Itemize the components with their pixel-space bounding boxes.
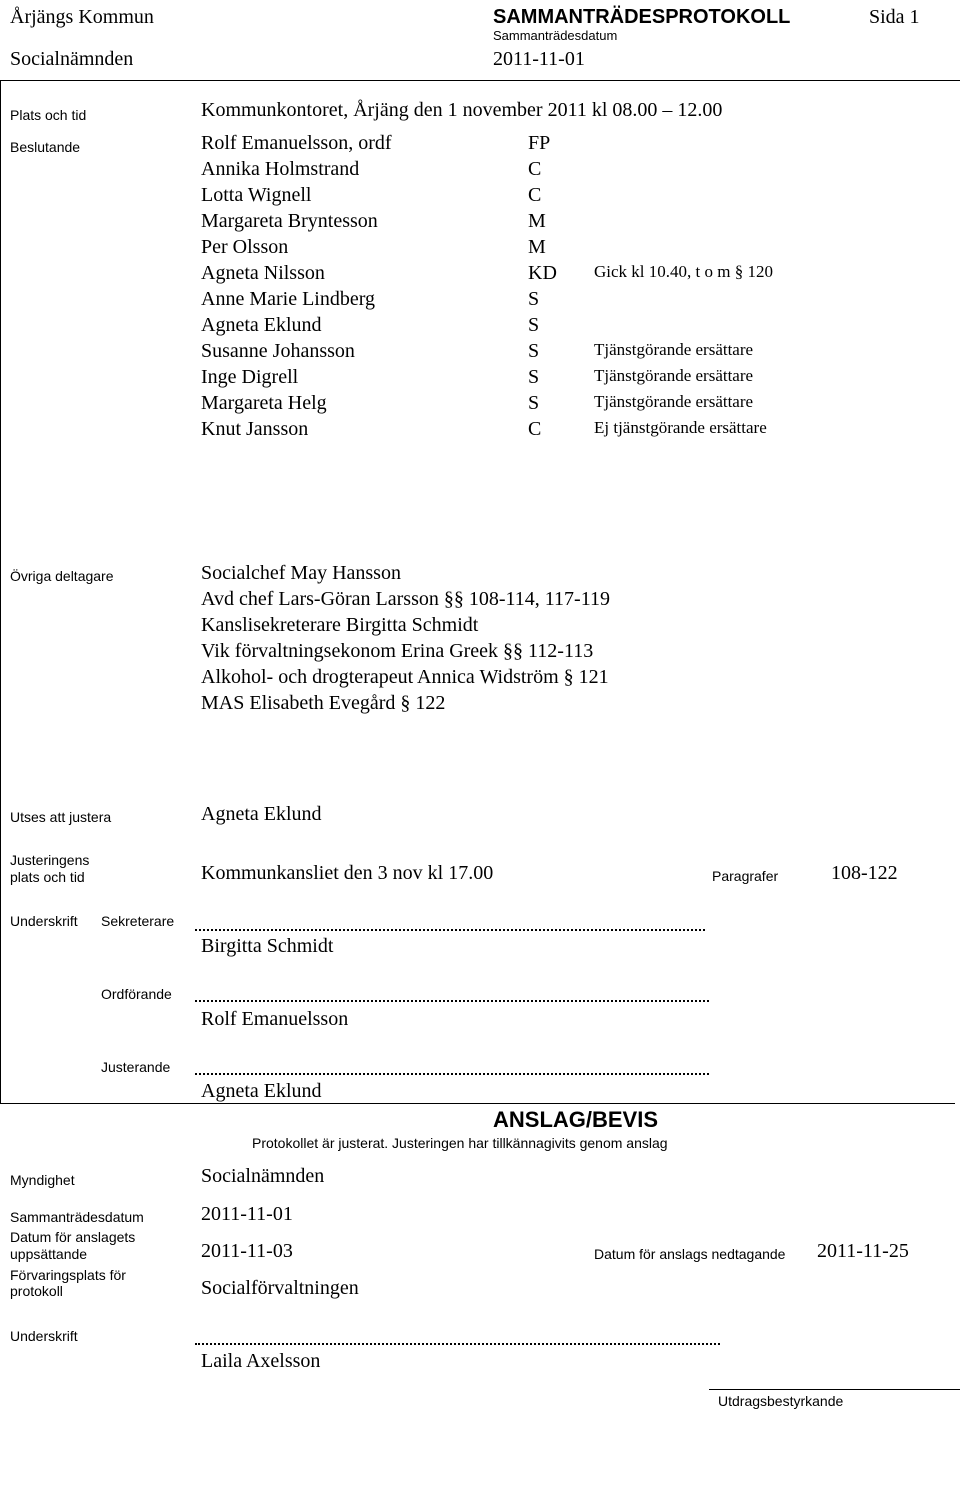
member-name: Per Olsson [201,236,289,258]
others-line: Kanslisekreterare Birgitta Schmidt [201,614,479,636]
member-name: Anne Marie Lindberg [201,288,376,310]
storage-label-2: protokoll [10,1283,63,1299]
member-party: C [528,418,542,440]
chair-signature-line [195,1000,709,1002]
member-name: Susanne Johansson [201,340,355,362]
decision-label: Beslutande [10,139,81,155]
member-party: FP [528,132,551,154]
header-rule [0,80,960,81]
paragraphs-value: 108-122 [831,862,898,884]
municipality-name: Årjängs Kommun [10,6,154,28]
others-line: Avd chef Lars-Göran Larsson §§ 108-114, 117-119 [201,588,610,610]
others-label: Övriga deltagare [10,568,114,584]
notice-meeting-date-value: 2011-11-01 [201,1203,293,1225]
member-note: Tjänstgörande ersättare [594,392,754,411]
member-party: S [528,392,540,414]
member-note: Ej tjänstgörande ersättare [594,418,767,437]
notice-title: ANSLAG/BEVIS [493,1107,659,1132]
posted-value: 2011-11-03 [201,1240,293,1262]
notice-sign-label: Underskrift [10,1328,78,1344]
chair-name: Rolf Emanuelsson [201,1008,349,1030]
storage-label-1: Förvaringsplats för [10,1267,126,1283]
others-line: Alkohol- och drogterapeut Annica Widström § 121 [201,666,609,688]
adjuster-name: Agneta Eklund [201,1080,322,1102]
notice-subtitle: Protokollet är justerat. Justeringen har tillkännagivits genom anslag [252,1135,668,1151]
others-line: Socialchef May Hansson [201,562,401,584]
adjust-place-label-2: plats och tid [10,869,85,885]
chair-role: Ordförande [101,986,172,1002]
adjust-label: Utses att justera [10,809,112,825]
notice-sign-name: Laila Axelsson [201,1350,321,1372]
authority-label: Myndighet [10,1172,75,1188]
member-note: Gick kl 10.40, t o m § 120 [594,262,773,281]
paragraphs-label: Paragrafer [712,868,779,884]
place-label: Plats och tid [10,107,87,123]
member-party: S [528,314,540,336]
member-note: Tjänstgörande ersättare [594,366,754,385]
page-number: Sida 1 [869,6,920,28]
removed-value: 2011-11-25 [817,1240,909,1262]
member-name: Margareta Bryntesson [201,210,378,232]
certify-label: Utdragsbestyrkande [718,1393,844,1409]
signature-label: Underskrift [10,913,78,929]
others-line: Vik förvaltningsekonom Erina Greek §§ 112-113 [201,640,594,662]
meeting-date: 2011-11-01 [493,48,585,70]
member-party: S [528,366,540,388]
member-party: S [528,340,540,362]
member-name: Agneta Eklund [201,314,322,336]
storage-value: Socialförvaltningen [201,1277,359,1299]
place-value: Kommunkontoret, Årjäng den 1 november 2011 kl 08.00 – 12.00 [201,99,723,121]
secretary-role: Sekreterare [101,913,175,929]
others-line: MAS Elisabeth Evegård § 122 [201,692,446,714]
notice-rule [0,1103,955,1104]
posted-label-2: uppsättande [10,1246,88,1262]
member-name: Knut Jansson [201,418,309,440]
notice-signature-line [195,1343,720,1345]
secretary-name: Birgitta Schmidt [201,935,334,957]
member-party: KD [528,262,557,284]
member-party: S [528,288,540,310]
member-party: C [528,184,542,206]
protocol-title: SAMMANTRÄDESPROTOKOLL [493,6,791,28]
adjust-place-label-1: Justeringens [10,852,90,868]
removed-label: Datum för anslags nedtagande [594,1246,786,1262]
member-party: C [528,158,542,180]
notice-meeting-date-label: Sammanträdesdatum [10,1209,144,1225]
member-name: Agneta Nilsson [201,262,325,284]
left-frame-line [0,80,1,1103]
adjust-place-value: Kommunkansliet den 3 nov kl 17.00 [201,862,494,884]
member-name: Annika Holmstrand [201,158,360,180]
adjuster-signature-line [195,1073,709,1075]
member-name: Lotta Wignell [201,184,312,206]
posted-label-1: Datum för anslagets [10,1229,136,1245]
authority-value: Socialnämnden [201,1165,325,1187]
member-party: M [528,236,546,258]
member-name: Rolf Emanuelsson, ordf [201,132,392,154]
certify-rule [709,1389,960,1390]
committee-name: Socialnämnden [10,48,134,70]
member-party: M [528,210,546,232]
adjust-value: Agneta Eklund [201,803,322,825]
member-name: Inge Digrell [201,366,299,388]
adjuster-role: Justerande [101,1059,171,1075]
member-note: Tjänstgörande ersättare [594,340,754,359]
member-name: Margareta Helg [201,392,327,414]
secretary-signature-line [195,929,705,931]
meeting-date-label: Sammanträdesdatum [493,28,618,43]
